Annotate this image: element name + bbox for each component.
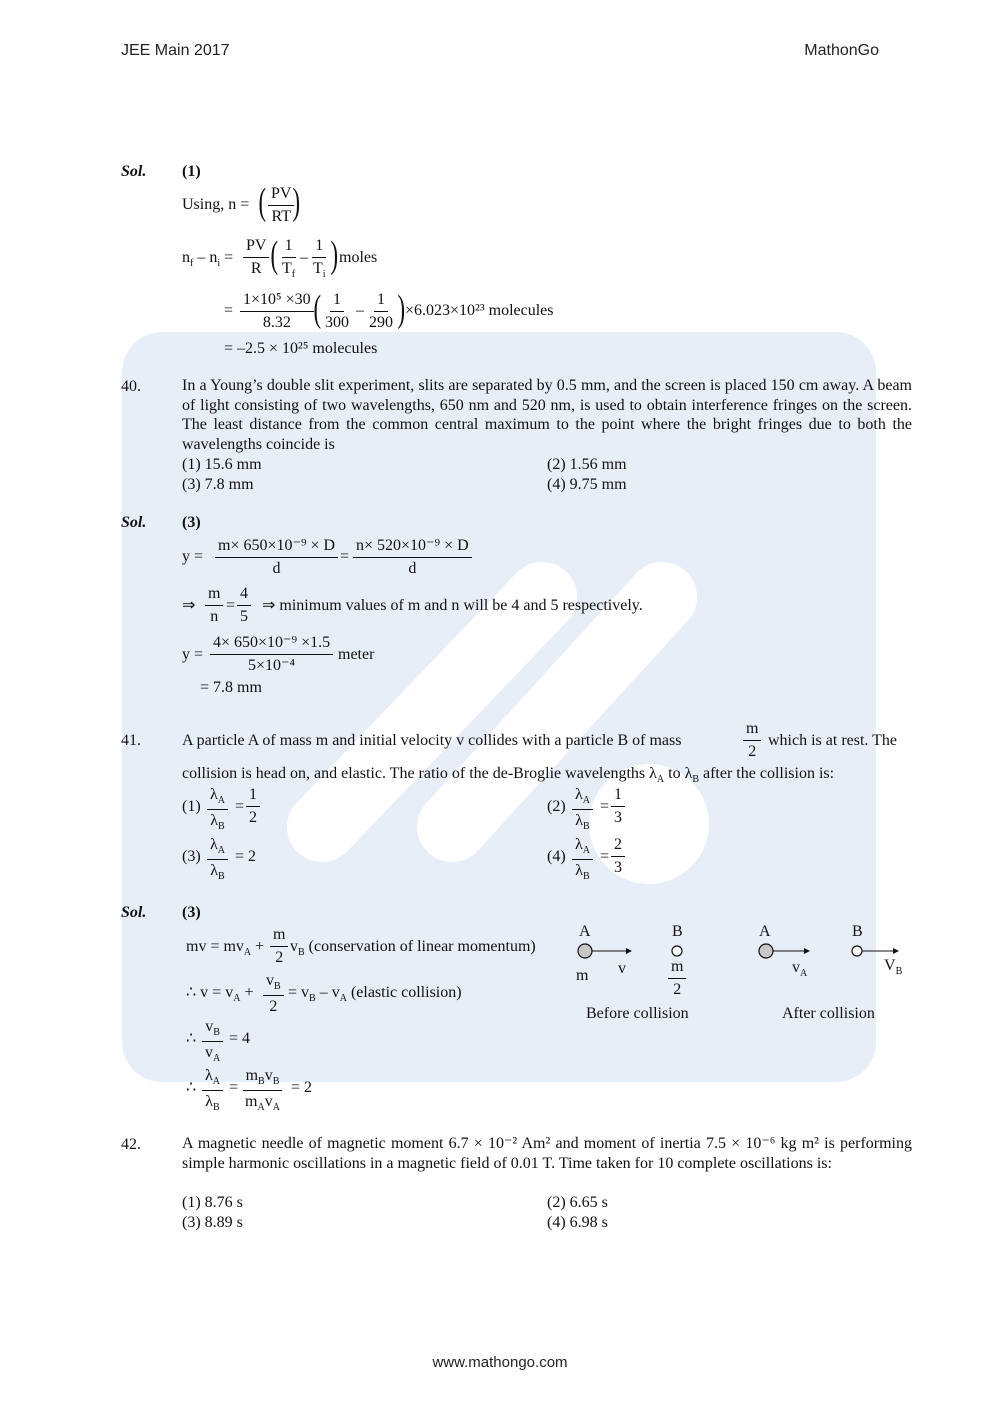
- fraction-pv-r: PV R: [243, 238, 269, 277]
- option-2: (2) 6.65 s: [547, 1194, 608, 1211]
- label-va: $v_A$: [792, 959, 808, 980]
- collision-diagram: [570, 920, 910, 1030]
- equals-2: = 2: [291, 1079, 313, 1096]
- fraction-lambda-ratio: $\lambda_A$ $\lambda_B$: [572, 837, 593, 882]
- fraction-1-2: 1 2: [246, 787, 260, 826]
- paren-left: (: [313, 288, 322, 330]
- option-1: (1) 15.6 mm: [182, 456, 262, 473]
- equals-sign: =: [340, 548, 350, 565]
- nf-ni-lhs: $n_f - n_i$ =: [182, 249, 234, 270]
- paren-right: ): [330, 234, 339, 276]
- question-text: In a Young’s double slit experiment, slits are separated by 0.5 mm, and the screen is placed 150 cm away. A beam of light consisting of two wavelengths, 650 nm and 520 nm, is used to obtain interference fringes on the screen. The least distance from the common central maximum to the point where the bright fringes due to both the wavelengths coincide is: [182, 377, 912, 453]
- fraction-1-300: 1 300: [325, 291, 349, 331]
- meter-text: meter: [338, 646, 375, 663]
- fraction-numeric: 1×10⁵ ×30 8.32: [240, 292, 314, 331]
- minus-sign: –: [356, 302, 364, 319]
- paren-left: (: [270, 234, 279, 276]
- sol-answer: (1): [182, 163, 201, 180]
- option-3: (3) 8.89 s: [182, 1214, 243, 1231]
- fraction-m: m× 650×10⁻⁹ × D d: [215, 538, 338, 577]
- paren-left: (: [258, 181, 267, 223]
- option-4: (4): [547, 848, 566, 865]
- option-1: (1): [182, 798, 201, 815]
- paren-right: ): [292, 181, 301, 223]
- fraction-n: n× 520×10⁻⁹ × D d: [353, 538, 472, 577]
- fraction-1-tf: 1 $T_f$: [282, 237, 296, 281]
- fraction-m-2: m 2: [743, 721, 761, 760]
- implies-symbol: ⇒: [182, 597, 196, 614]
- question-text-line2: collision is head on, and elastic. The ratio of the de-Broglie wavelengths $\lambda_A$ to $\lambda_B$ after the collision is:: [182, 765, 835, 786]
- fraction-m-2: m 2: [270, 927, 288, 966]
- sol40-result: = 7.8 mm: [200, 679, 262, 696]
- question-text-line1b: which is at rest. The: [768, 732, 898, 749]
- elastic-equation-right: = $v_B - v_A$ (elastic collision): [288, 984, 462, 1005]
- label-m: m: [576, 967, 589, 984]
- fraction-vb-2: $v_B$ 2: [263, 973, 284, 1015]
- question-text-line1: A particle A of mass m and initial velocity v collides with a particle B of mass: [182, 732, 682, 749]
- equals-2: = 2: [235, 848, 257, 865]
- fraction-1-ti: 1 $T_i$: [313, 237, 326, 281]
- label-b: B: [852, 923, 863, 940]
- header-left-title: JEE Main 2017: [121, 42, 230, 59]
- momentum-equation-left: mv = $mv_A$ +: [186, 938, 265, 959]
- label-b: B: [672, 923, 683, 940]
- y-equals: y =: [182, 646, 204, 663]
- fraction-m-2: m 2: [668, 959, 686, 998]
- sol-label: Sol.: [121, 514, 147, 531]
- fraction-lambda-ratio: $\lambda_A$ $\lambda_B$: [202, 1068, 223, 1113]
- option-2: (2): [547, 798, 566, 815]
- minus-sign: –: [300, 249, 308, 266]
- option-2: (2) 1.56 mm: [547, 456, 627, 473]
- numerator: PV: [268, 186, 294, 206]
- question-number: 40.: [121, 378, 141, 395]
- header-right-brand: MathonGo: [804, 42, 879, 59]
- fraction-lambda-ratio: $\lambda_A$ $\lambda_B$: [207, 837, 228, 882]
- question-number: 41.: [121, 732, 141, 749]
- equals-sign: =: [235, 798, 245, 815]
- option-3: (3): [182, 848, 201, 865]
- label-vb: $V_B$: [884, 957, 903, 978]
- footer-url: www.mathongo.com: [432, 1354, 568, 1371]
- option-4: (4) 9.75 mm: [547, 476, 627, 493]
- paren-right: ): [397, 288, 406, 330]
- fraction-m-n: m n: [205, 586, 223, 625]
- sol39-result: = –2.5 × 10²⁵ molecules: [224, 340, 378, 357]
- elastic-equation-left: ∴ $v = v_A$ +: [186, 984, 254, 1005]
- fraction-1-3: 1 3: [611, 787, 625, 826]
- fraction-y-value: 4× 650×10⁻⁹ ×1.5 5×10⁻⁴: [210, 635, 333, 674]
- sol-label: Sol.: [121, 904, 147, 921]
- caption-after: After collision: [782, 1005, 875, 1022]
- caption-before: Before collision: [586, 1005, 689, 1022]
- using-text: Using, n =: [182, 196, 250, 213]
- option-1: (1) 8.76 s: [182, 1194, 243, 1211]
- option-4: (4) 6.98 s: [547, 1214, 608, 1231]
- equals-4: = 4: [229, 1030, 251, 1047]
- label-a: A: [759, 923, 771, 940]
- equals-sign: =: [600, 798, 610, 815]
- moles-text: moles: [339, 249, 378, 266]
- denominator: RT: [271, 208, 291, 225]
- minimum-values-text: ⇒ minimum values of m and n will be 4 and 5 respectively.: [262, 597, 643, 614]
- y-equals: y =: [182, 548, 204, 565]
- equals-sign: =: [224, 302, 234, 319]
- sol-answer: (3): [182, 904, 201, 921]
- label-a: A: [579, 923, 591, 940]
- fraction-momentum: $m_Bv_B$ $m_Av_A$: [242, 1068, 283, 1113]
- times-avogadro: ×6.023×10²³ molecules: [405, 302, 554, 319]
- option-3: (3) 7.8 mm: [182, 476, 254, 493]
- fraction-1-290: 1 290: [369, 291, 393, 331]
- therefore-symbol: ∴: [186, 1030, 197, 1047]
- question-number: 42.: [121, 1136, 141, 1153]
- fraction-lambda-ratio: $\lambda_A$ $\lambda_B$: [207, 787, 228, 832]
- fraction-4-5: 4 5: [237, 586, 251, 625]
- equals-sign: =: [600, 848, 610, 865]
- equals-sign: =: [226, 597, 236, 614]
- sol-label: Sol.: [121, 163, 147, 180]
- equals-sign: =: [229, 1079, 239, 1096]
- fraction-vb-va: $v_B$ $v_A$: [202, 1019, 223, 1064]
- therefore-symbol: ∴: [186, 1079, 197, 1096]
- fraction-2-3: 2 3: [611, 837, 625, 876]
- fraction-lambda-ratio: $\lambda_A$ $\lambda_B$: [572, 787, 593, 832]
- sol-answer: (3): [182, 514, 201, 531]
- momentum-equation-right: $v_B$ (conservation of linear momentum): [290, 938, 536, 959]
- question-text: A magnetic needle of magnetic moment 6.7 × 10⁻² Am² and moment of inertia 7.5 × 10⁻⁶ kg m² is performing simple harmonic oscillations in a magnetic field of 0.01 T. Time taken for 10 complete oscillations is:: [182, 1135, 912, 1172]
- fraction-pv-rt: [268, 186, 294, 225]
- label-v: v: [618, 960, 626, 977]
